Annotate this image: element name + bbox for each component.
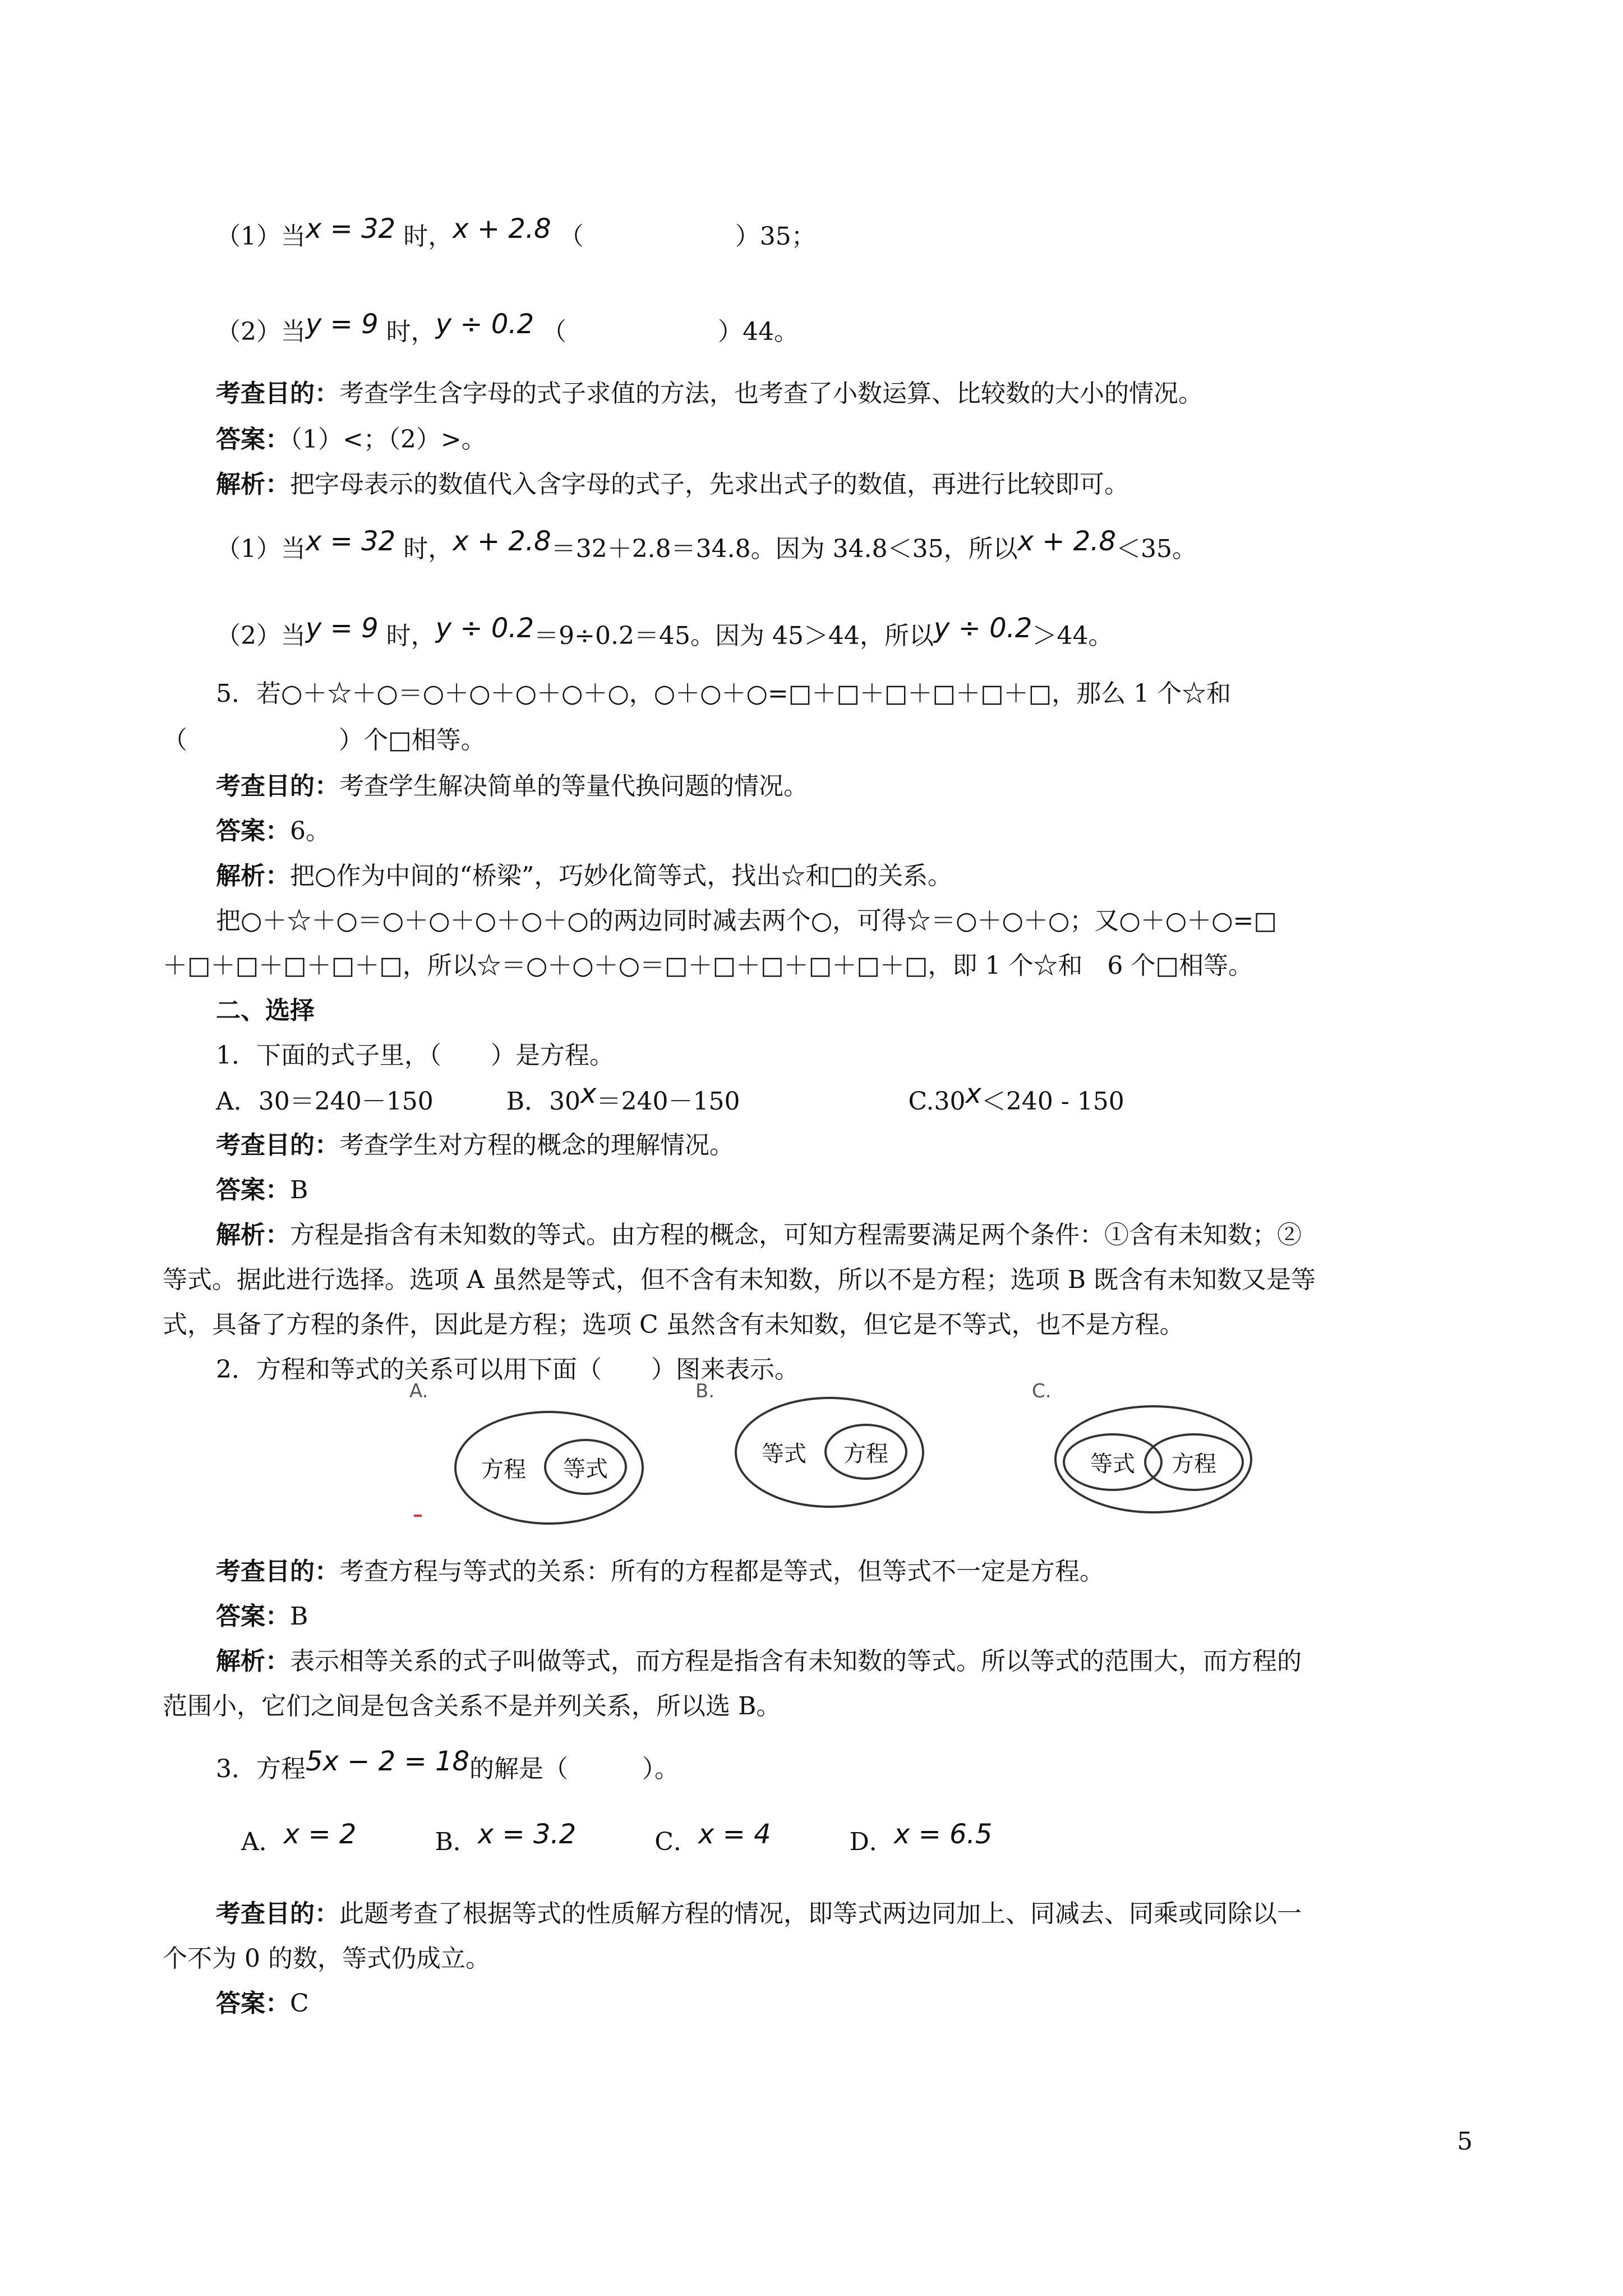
choice-question-1 <box>216 1032 1473 1079</box>
inner-ellipse <box>824 1424 907 1480</box>
outer-label: 方程 <box>481 1457 526 1483</box>
line-text: 6。 <box>290 817 330 845</box>
purpose-line <box>216 763 1473 810</box>
analysis-line <box>216 461 1473 508</box>
line-text: 此题考查了根据等式的性质解方程的情况，即等式两边同加上、同减去、同乘或同除以一 <box>339 1899 1302 1928</box>
option-c: C． <box>654 1828 698 1856</box>
diagram-a-label: A. <box>409 1380 428 1402</box>
question-line-1 <box>216 212 1473 260</box>
math-expression: x = 32 <box>306 526 396 557</box>
label-purpose: 考查目的： <box>216 772 339 800</box>
label-purpose: 考查目的： <box>216 1131 339 1159</box>
answer-line <box>216 808 1473 855</box>
line-text: ）个□相等。 <box>339 726 486 754</box>
analysis-cont <box>163 1683 1473 1730</box>
section-heading <box>216 987 1473 1034</box>
answer-line <box>216 1980 1473 2027</box>
line-text: （1）<；（2）>。 <box>290 425 486 454</box>
math-expression: y ÷ 0.2 <box>435 613 534 644</box>
math-expression: x = 32 <box>306 213 396 245</box>
line-text: 个不为 0 的数，等式仍成立。 <box>163 1944 490 1973</box>
line-text: 时， <box>395 535 453 563</box>
line-text: ＋□＋□＋□＋□＋□，所以☆＝○＋○＋○＝□＋□＋□＋□＋□＋□，即 1 个☆和 6 个□相等。 <box>163 951 1253 980</box>
blank-open: （ <box>163 726 187 754</box>
left-label: 等式 <box>1090 1451 1135 1477</box>
math-expression: x = 3.2 <box>477 1819 577 1850</box>
option-d: D． <box>849 1828 894 1856</box>
math-variable: x <box>580 1078 597 1110</box>
blank-open: （ <box>534 318 567 346</box>
right-label: 方程 <box>1172 1451 1216 1477</box>
line-text: C <box>290 1989 309 2018</box>
line-text: 考查学生含字母的式子求值的方法，也考查了小数运算、比较数的大小的情况。 <box>339 379 1203 408</box>
purpose-line <box>216 1122 1473 1169</box>
analysis-step-2 <box>216 611 1473 660</box>
line-text: B <box>290 1176 308 1204</box>
label-analysis: 解析： <box>216 1221 290 1249</box>
line-text: 把○＋☆＋○＝○＋○＋○＋○＋○的两边同时减去两个○，可得☆＝○＋○＋○；又○＋○＋○=□ <box>216 907 1277 935</box>
analysis-detail <box>216 898 1473 945</box>
line-text: 时， <box>378 622 436 650</box>
line-text: 方程是指含有未知数的等式。由方程的概念，可知方程需要满足两个条件：①含有未知数；② <box>290 1221 1302 1249</box>
diagram-b-label: B. <box>695 1380 715 1402</box>
red-mark <box>414 1515 422 1517</box>
line-text: ＝32＋2.8＝34.8。因为 34.8＜35，所以 <box>551 535 1018 563</box>
purpose-line <box>216 1890 1473 1938</box>
line-text: 1．下面的式子里，（ ）是方程。 <box>216 1041 614 1070</box>
choice-question-3 <box>216 1745 1473 1793</box>
line-text: B <box>290 1602 308 1631</box>
label-analysis: 解析： <box>216 470 290 499</box>
line-text: ＜35。 <box>1116 535 1197 563</box>
line-text: 把字母表示的数值代入含字母的式子，先求出式子的数值，再进行比较即可。 <box>290 470 1129 499</box>
math-expression: y ÷ 0.2 <box>933 613 1032 644</box>
question-line-2 <box>216 307 1473 356</box>
blank-open: （ <box>551 222 584 251</box>
analysis-step-1 <box>216 524 1473 573</box>
page-number: 5 <box>1457 2127 1473 2156</box>
label-purpose: 考查目的： <box>216 1899 339 1928</box>
analysis-line <box>216 853 1473 900</box>
blank-close: ）35； <box>735 222 816 251</box>
line-text: 等式。据此进行选择。选项 A 虽然是等式，但不含有未知数，所以不是方程；选项 B 既含有未知数又是等 <box>163 1266 1316 1294</box>
outer-label: 等式 <box>762 1441 806 1467</box>
math-variable: x <box>965 1078 981 1110</box>
math-expression: y = 9 <box>306 309 379 340</box>
line-prefix: （2）当 <box>216 318 306 346</box>
math-expression: x = 4 <box>698 1819 771 1850</box>
diagram-b <box>695 1380 942 1537</box>
label-purpose: 考查目的： <box>216 379 339 408</box>
answer-line <box>216 416 1473 463</box>
option-a: A． <box>241 1828 284 1856</box>
blank-close: ）44。 <box>718 318 799 346</box>
answer-line <box>216 1593 1473 1640</box>
label-answer: 答案： <box>216 1602 290 1631</box>
analysis-cont <box>163 1301 1473 1349</box>
inner-label: 等式 <box>563 1456 608 1482</box>
purpose-cont <box>163 1935 1473 1982</box>
line-prefix: （2）当 <box>216 622 306 650</box>
option-a: A．30＝240－150 <box>216 1087 434 1116</box>
right-ellipse <box>1144 1433 1244 1491</box>
line-text: 2．方程和等式的关系可以用下面（ ）图来表示。 <box>216 1355 799 1384</box>
math-expression: x = 6.5 <box>893 1819 993 1850</box>
math-expression: y = 9 <box>306 613 379 644</box>
diagram-a <box>409 1380 662 1537</box>
line-text: 范围小，它们之间是包含关系不是并列关系，所以选 B。 <box>163 1692 781 1720</box>
inner-label: 方程 <box>843 1441 888 1467</box>
analysis-detail-cont <box>163 942 1473 990</box>
line-text: 时， <box>378 318 436 346</box>
line-text: ＞44。 <box>1032 622 1113 650</box>
analysis-cont <box>163 1257 1473 1304</box>
line-prefix: （1）当 <box>216 222 306 251</box>
math-expression: x + 2.8 <box>453 526 551 557</box>
label-analysis: 解析： <box>216 1647 290 1676</box>
line-text: 考查方程与等式的关系：所有的方程都是等式，但等式不一定是方程。 <box>339 1557 1104 1586</box>
option-b: B． <box>435 1828 478 1856</box>
question-5 <box>216 670 1473 717</box>
label-answer: 答案： <box>216 817 290 845</box>
line-text: ＝9÷0.2＝45。因为 45＞44，所以 <box>534 622 934 650</box>
math-expression: x = 2 <box>283 1819 357 1850</box>
label-answer: 答案： <box>216 1989 290 2018</box>
label-analysis: 解析： <box>216 862 290 890</box>
line-text: 二、选择 <box>216 996 315 1025</box>
option-c: C.30 <box>908 1087 966 1116</box>
label-answer: 答案： <box>216 425 290 454</box>
line-text: 表示相等关系的式子叫做等式，而方程是指含有未知数的等式。所以等式的范围大，而方程的 <box>290 1647 1302 1676</box>
option-b-rest: ＝240－150 <box>596 1087 740 1116</box>
math-expression: x + 2.8 <box>453 213 551 245</box>
answer-line <box>216 1167 1473 1214</box>
option-c-rest: ＜240 - 150 <box>981 1087 1124 1116</box>
line-prefix: （1）当 <box>216 535 306 563</box>
line-prefix: 3．方程 <box>216 1755 306 1783</box>
purpose-line <box>216 370 1473 417</box>
option-b: B．30 <box>506 1087 581 1116</box>
math-expression: 5x − 2 = 18 <box>306 1746 470 1777</box>
inner-ellipse <box>544 1439 627 1495</box>
line-text: 考查学生对方程的概念的理解情况。 <box>339 1131 734 1159</box>
line-text: 时， <box>395 222 453 251</box>
choice-options-3 <box>216 1818 1473 1866</box>
label-purpose: 考查目的： <box>216 1557 339 1586</box>
purpose-line <box>216 1548 1473 1595</box>
label-answer: 答案： <box>216 1176 290 1204</box>
diagram-c <box>1032 1380 1290 1537</box>
analysis-line <box>216 1212 1473 1259</box>
choice-options-1 <box>216 1077 1473 1125</box>
math-expression: x + 2.8 <box>1017 526 1117 557</box>
line-text: 式，具备了方程的条件，因此是方程；选项 C 虽然含有未知数，但它是不等式，也不是方程。 <box>163 1310 1184 1339</box>
line-text: 考查学生解决简单的等量代换问题的情况。 <box>339 772 808 800</box>
question-5-cont <box>163 717 1473 764</box>
line-text: 的解是（ ）。 <box>469 1755 680 1783</box>
diagram-c-label: C. <box>1032 1380 1052 1402</box>
math-expression: y ÷ 0.2 <box>435 309 534 340</box>
line-text: 5．若○＋☆＋○＝○＋○＋○＋○＋○，○＋○＋○=□＋□＋□＋□＋□＋□，那么 1 个☆和 <box>216 679 1232 708</box>
analysis-line <box>216 1638 1473 1685</box>
line-text: 把○作为中间的“桥梁”，巧妙化简等式，找出☆和□的关系。 <box>290 862 952 890</box>
